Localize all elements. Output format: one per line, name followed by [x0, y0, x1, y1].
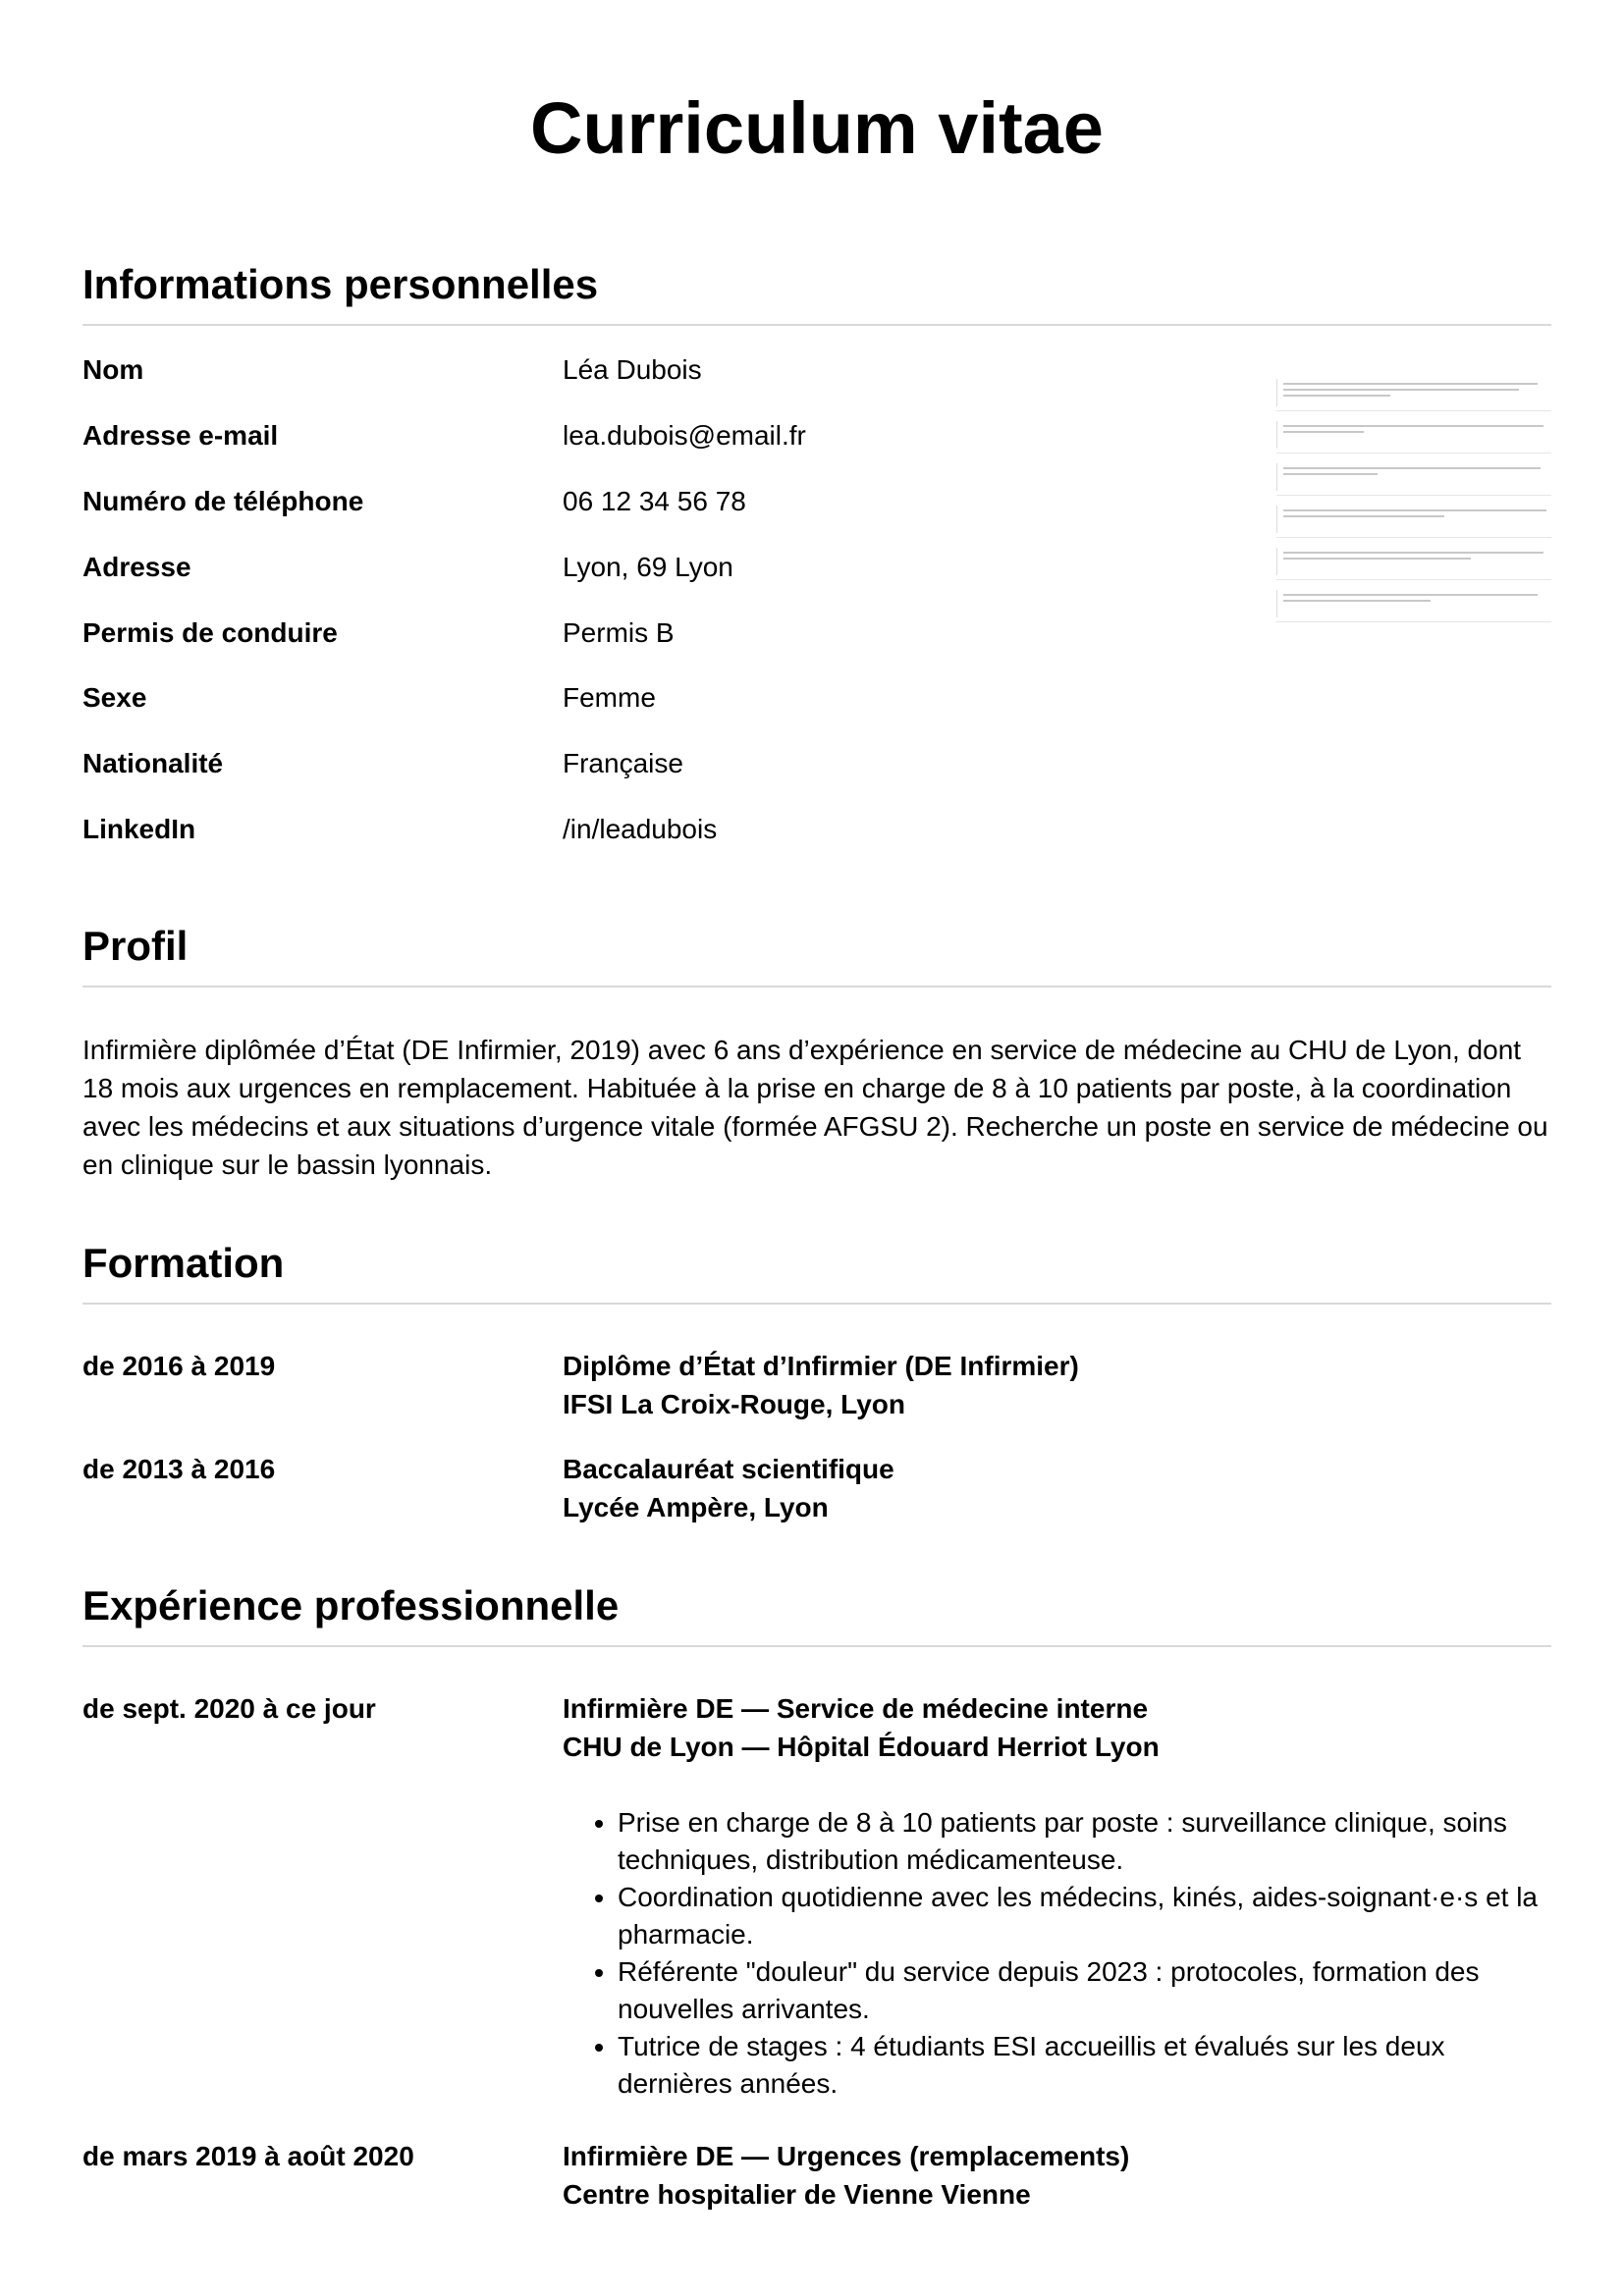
field-label: LinkedIn — [82, 814, 196, 844]
experience-bullets — [563, 1804, 1551, 2103]
thumbnail-line — [1276, 417, 1551, 454]
education-degree: Diplôme d’État d’Infirmier (DE Infirmier) — [563, 1351, 1079, 1381]
list-item: • Tutrice de stages : 4 étudiants ESI accueillis et évalués sur les deux dernières années. — [618, 2028, 1551, 2103]
section-title-profile: Profil — [82, 921, 1551, 988]
education-school: Lycée Ampère, Lyon — [563, 1492, 829, 1522]
list-item: • Coordination quotidienne avec les médecins, kinés, aides-soignant·e·s et la pharmacie. — [618, 1879, 1551, 1953]
education-dates: de 2016 à 2019 — [82, 1351, 276, 1381]
field-value: 06 12 34 56 78 — [563, 486, 746, 516]
field-label: Adresse — [82, 552, 191, 582]
section-title-experience: Expérience professionnelle — [82, 1580, 1551, 1647]
section-title-education: Formation — [82, 1238, 1551, 1305]
education-school: IFSI La Croix-Rouge, Lyon — [563, 1389, 905, 1419]
field-label: Numéro de téléphone — [82, 486, 364, 516]
document-title: Curriculum vitae — [530, 87, 1104, 169]
field-label: Nom — [82, 354, 144, 385]
field-value: Femme — [563, 682, 656, 713]
experience-dates: de mars 2019 à août 2020 — [82, 2141, 414, 2171]
profile-text: Infirmière diplômée d’État (DE Infirmier, 2019) avec 6 ans d’expérience en service de médecine au CHU de Lyon, dont 18 mois aux urgences en remplacement. Habituée à la prise en charge de 8 à 10 patients par poste, à la coordination avec les médecins et aux situations d’urgence vitale (formée AFGSU 2). Recherche un poste en service de médecine ou en clinique sur le bassin lyonnais. — [82, 1035, 1548, 1180]
experience-role: Infirmière DE — Urgences (remplacements) — [563, 2141, 1130, 2171]
list-item: • Référente "douleur" du service depuis 2023 : protocoles, formation des nouvelles arrivantes. — [618, 1953, 1551, 2028]
field-value: /in/leadubois — [563, 814, 718, 844]
education-dates: de 2013 à 2016 — [82, 1454, 276, 1484]
field-value: Lyon, 69 Lyon — [563, 552, 733, 582]
field-label: Adresse e-mail — [82, 420, 279, 451]
section-title-personal: Informations personnelles — [82, 259, 1551, 326]
education-degree: Baccalauréat scientifique — [563, 1454, 894, 1484]
thumbnail-line — [1276, 586, 1551, 622]
experience-employer: Centre hospitalier de Vienne Vienne — [563, 2179, 1031, 2210]
thumbnail-line — [1276, 459, 1551, 496]
field-label: Nationalité — [82, 748, 224, 778]
experience-employer: CHU de Lyon — Hôpital Édouard Herriot Lyon — [563, 1732, 1160, 1762]
thumbnail-line — [1276, 502, 1551, 538]
field-value: Léa Dubois — [563, 354, 702, 385]
thumbnail-line — [1276, 544, 1551, 580]
field-label: Sexe — [82, 682, 147, 713]
field-value: Permis B — [563, 617, 675, 648]
field-value: lea.dubois@email.fr — [563, 420, 806, 451]
field-value: Française — [563, 748, 683, 778]
thumbnail-line — [1276, 375, 1551, 411]
experience-dates: de sept. 2020 à ce jour — [82, 1693, 376, 1724]
list-item: • Prise en charge de 8 à 10 patients par poste : surveillance clinique, soins techniques, distribution médicamenteuse. — [618, 1804, 1551, 1879]
field-label: Permis de conduire — [82, 617, 338, 648]
experience-role: Infirmière DE — Service de médecine interne — [563, 1693, 1149, 1724]
thumbnail-image — [1276, 375, 1551, 632]
